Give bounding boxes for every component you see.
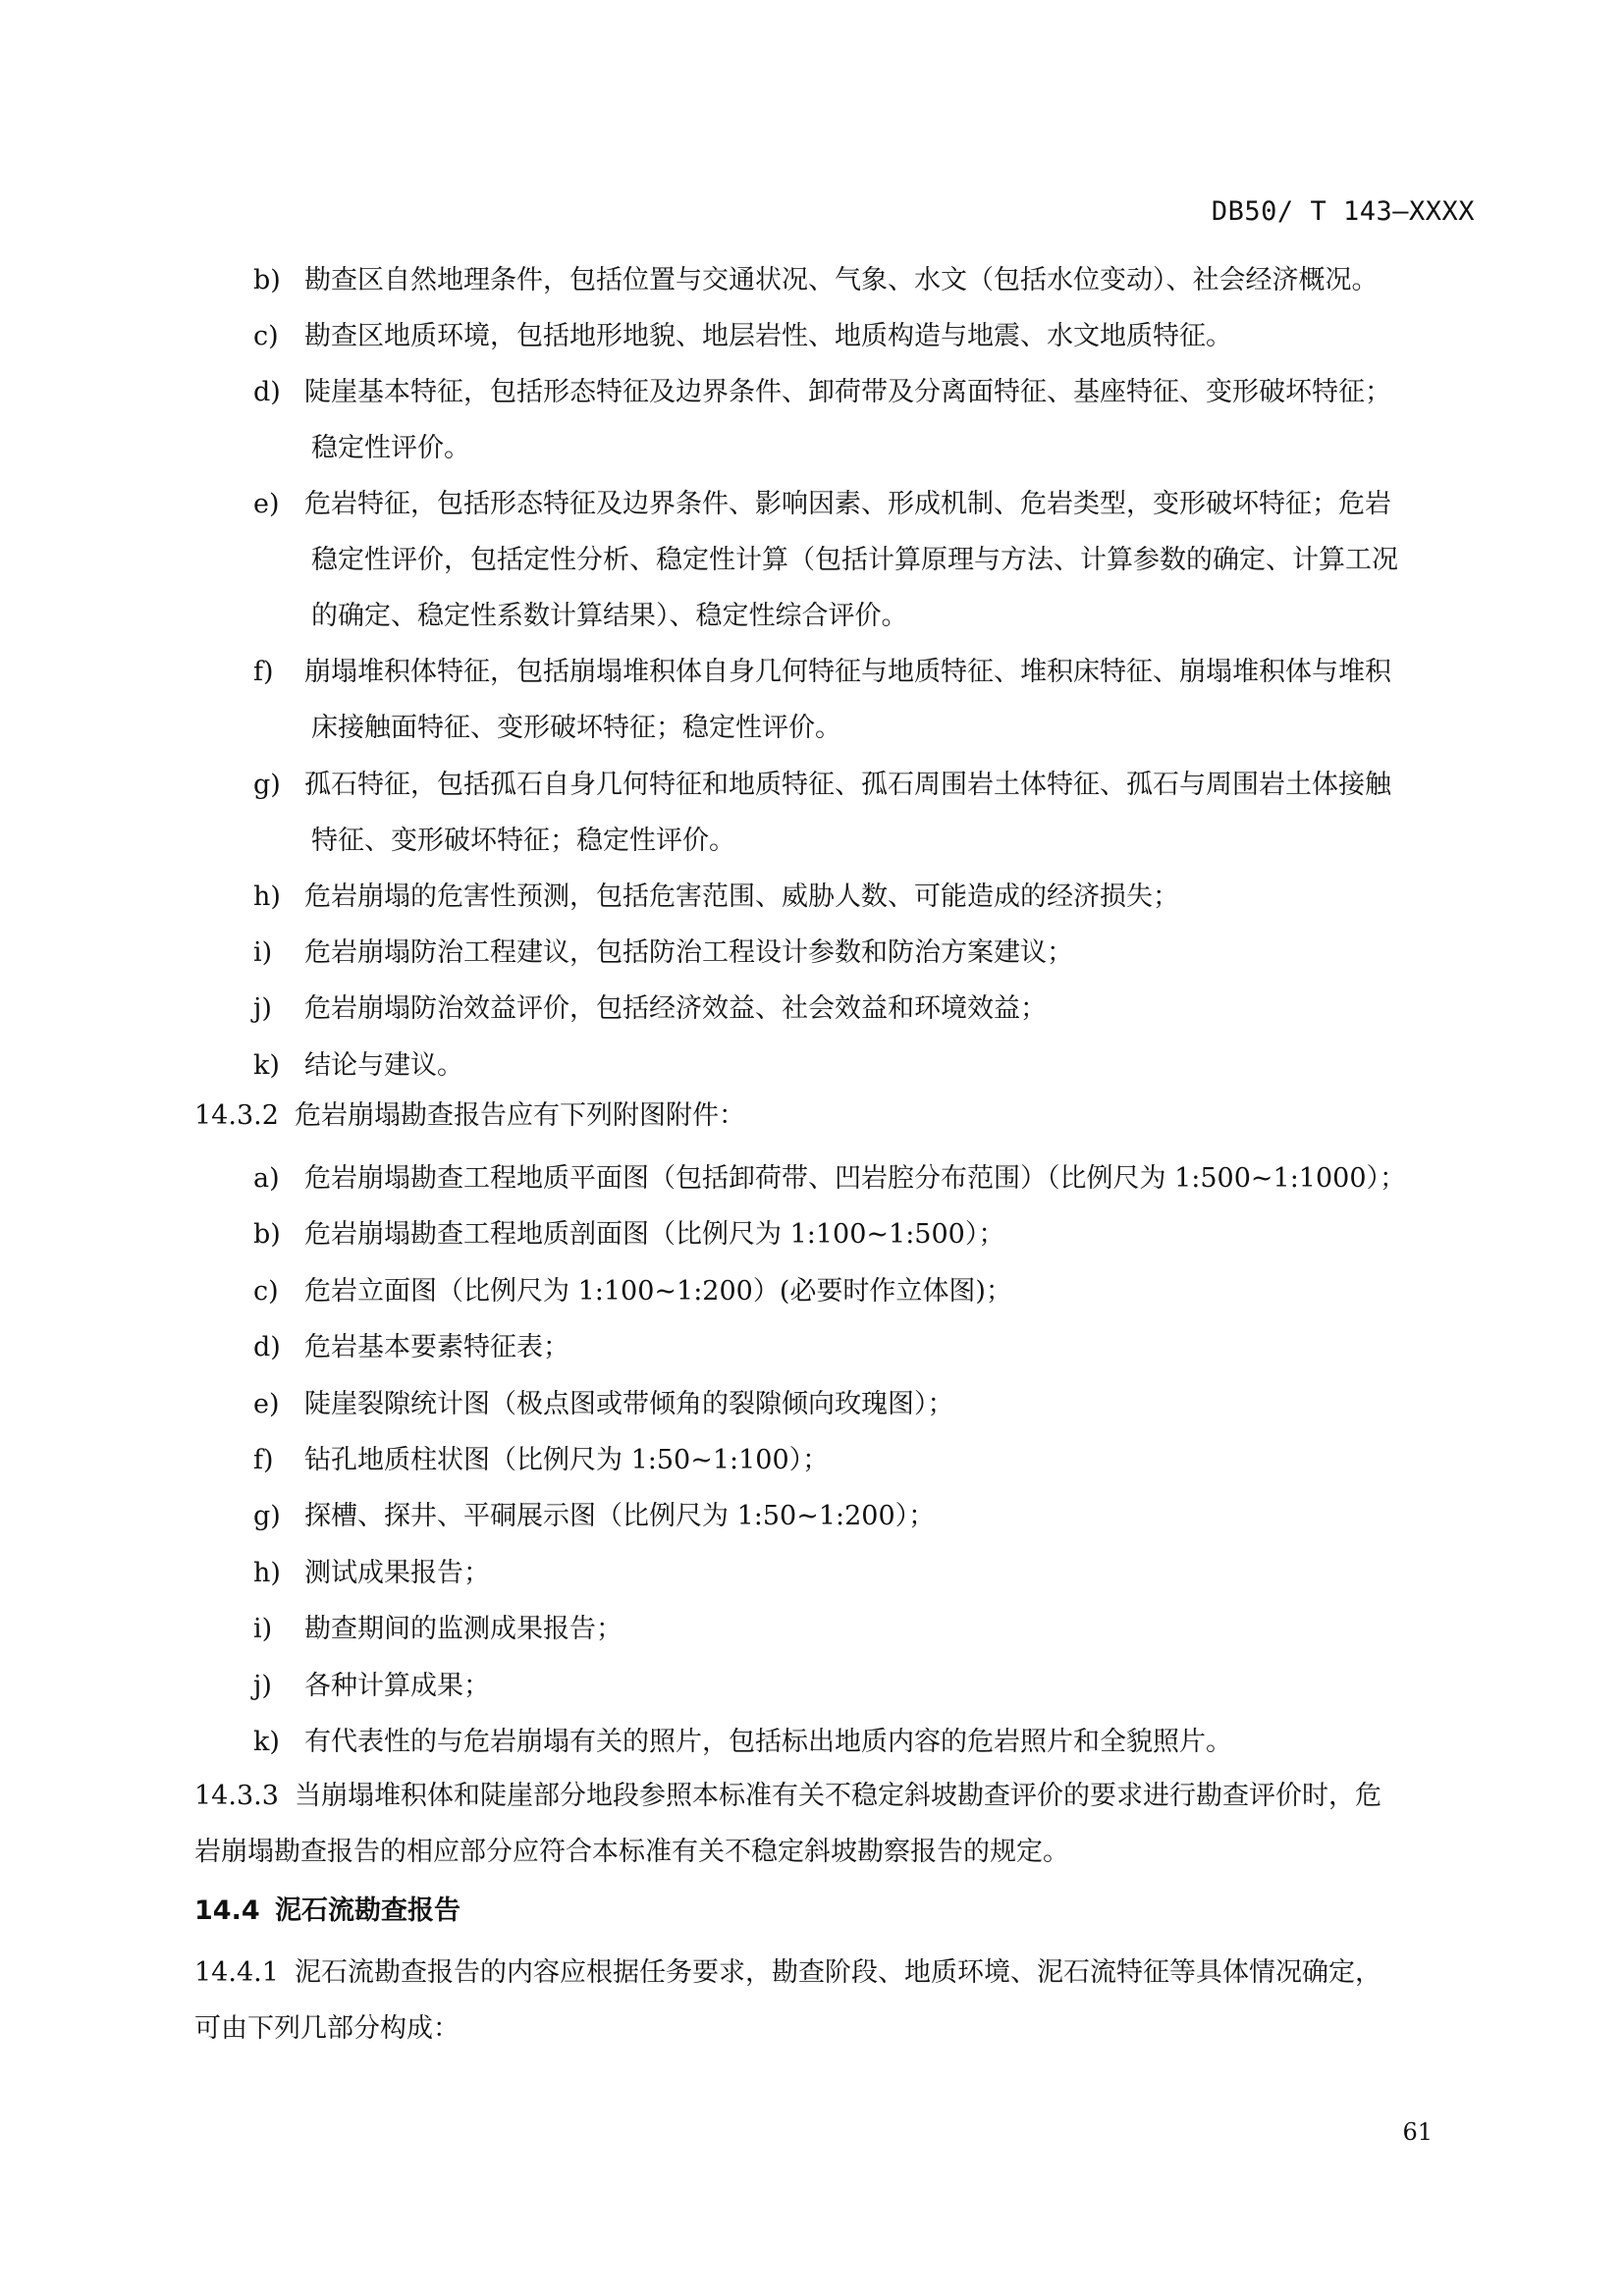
list-marker: j) — [253, 1671, 272, 1701]
list-item-text: 陡崖裂隙统计图（极点图或带倾角的裂隙倾向玫瑰图）； — [304, 1389, 954, 1419]
list-item — [253, 989, 1047, 1029]
list-marker: d) — [253, 377, 281, 407]
clause-14-4-1-continued: 可由下列几部分构成： — [194, 2013, 460, 2044]
list-item — [253, 1667, 490, 1706]
list-marker: b) — [253, 1219, 281, 1250]
list-item — [253, 1554, 490, 1593]
list-item — [253, 1723, 1232, 1762]
list-marker: c) — [253, 1276, 279, 1307]
list-item-text: 勘查期间的监测成果报告； — [304, 1614, 623, 1644]
list-item — [253, 317, 1232, 356]
clause-text-line-1: 当崩塌堆积体和陡崖部分地段参照本标准有关不稳定斜坡勘查评价的要求进行勘查评价时，危 — [295, 1781, 1381, 1811]
list-item-text: 有代表性的与危岩崩塌有关的照片，包括标出地质内容的危岩照片和全貌照片。 — [304, 1727, 1232, 1757]
clause-number: 14.3.2 — [194, 1100, 279, 1131]
clause-14-4-1 — [194, 1953, 1381, 1993]
list-item — [253, 1385, 954, 1424]
section-number: 14.4 — [194, 1896, 260, 1926]
list-item — [253, 1159, 1406, 1199]
clause-14-3-2 — [194, 1096, 745, 1136]
list-item-text: 探槽、探井、平硐展示图（比例尺为 1:50~1:200）； — [304, 1501, 936, 1531]
list-item-text: 危岩崩塌防治效益评价，包括经济效益、社会效益和环境效益； — [304, 993, 1047, 1024]
list-marker: g) — [253, 770, 281, 800]
list-marker: h) — [253, 1558, 281, 1588]
list-item-text: 各种计算成果； — [304, 1671, 490, 1701]
list-marker: h) — [253, 881, 281, 912]
list-item-text: 勘查区自然地理条件，包括位置与交通状况、气象、水文（包括水位变动）、社会经济概况。 — [304, 265, 1379, 295]
clause-text: 危岩崩塌勘查报告应有下列附图附件： — [295, 1100, 745, 1131]
doc-code-header: DB50/ T 143—XXXX — [1211, 196, 1475, 227]
list-item — [253, 1497, 935, 1536]
list-marker: g) — [253, 1501, 281, 1531]
list-item-text: 危岩基本要素特征表； — [304, 1332, 569, 1362]
list-item-continuation: 稳定性评价。 — [311, 433, 470, 463]
list-item-text: 崩塌堆积体特征，包括崩塌堆积体自身几何特征与地质特征、堆积床特征、崩塌堆积体与堆积 — [304, 657, 1391, 687]
list-item — [253, 373, 1391, 412]
list-item — [253, 485, 1391, 524]
list-marker: e) — [253, 489, 280, 519]
list-marker: i) — [253, 1614, 273, 1644]
list-item-text: 结论与建议。 — [304, 1050, 463, 1081]
list-marker: i) — [253, 937, 273, 968]
list-item-text: 勘查区地质环境，包括地形地貌、地层岩性、地质构造与地震、水文地质特征。 — [304, 321, 1232, 351]
clause-number: 14.3.3 — [194, 1781, 279, 1811]
list-item — [253, 1215, 1004, 1255]
clause-text-line-1: 泥石流勘查报告的内容应根据任务要求，勘查阶段、地质环境、泥石流特征等具体情况确定， — [295, 1957, 1381, 1988]
list-item-text: 危岩崩塌勘查工程地质剖面图（比例尺为 1:100~1:500）； — [304, 1219, 1005, 1250]
clause-14-3-3 — [194, 1777, 1381, 1816]
list-item-text: 危岩崩塌的危害性预测，包括危害范围、威胁人数、可能造成的经济损失； — [304, 881, 1179, 912]
list-item — [253, 1328, 569, 1367]
list-marker: j) — [253, 993, 272, 1024]
list-item-text: 危岩特征，包括形态特征及边界条件、影响因素、形成机制、危岩类型，变形破坏特征；危岩 — [304, 489, 1391, 519]
list-item-text: 危岩崩塌勘查工程地质平面图（包括卸荷带、凹岩腔分布范围）（比例尺为 1:500~1:1000）； — [304, 1163, 1407, 1194]
clause-number: 14.4.1 — [194, 1957, 279, 1988]
list-item-continuation: 的确定、稳定性系数计算结果）、稳定性综合评价。 — [311, 601, 908, 631]
list-item — [253, 1046, 463, 1086]
list-marker: a) — [253, 1163, 280, 1194]
list-item-text: 危岩立面图（比例尺为 1:100~1:200）(必要时作立体图)； — [304, 1276, 1012, 1307]
list-marker: k) — [253, 1050, 280, 1081]
list-marker: f) — [253, 657, 274, 687]
section-14-4-heading — [194, 1892, 460, 1931]
list-item — [253, 1441, 829, 1480]
list-item — [253, 878, 1179, 917]
list-item-continuation: 特征、变形破坏特征；稳定性评价。 — [311, 826, 735, 856]
list-item-text: 钻孔地质柱状图（比例尺为 1:50~1:100）； — [304, 1445, 830, 1475]
clause-14-3-3-continued: 岩崩塌勘查报告的相应部分应符合本标准有关不稳定斜坡勘察报告的规定。 — [194, 1837, 1069, 1867]
list-item-continuation: 稳定性评价，包括定性分析、稳定性计算（包括计算原理与方法、计算参数的确定、计算工况 — [311, 545, 1398, 575]
list-item-continuation: 床接触面特征、变形破坏特征；稳定性评价。 — [311, 713, 841, 743]
list-marker: b) — [253, 265, 281, 295]
list-marker: c) — [253, 321, 279, 351]
list-item — [253, 1272, 1012, 1311]
list-marker: d) — [253, 1332, 281, 1362]
list-item-text: 测试成果报告； — [304, 1558, 490, 1588]
list-item — [253, 766, 1391, 805]
list-item — [253, 653, 1391, 692]
list-item — [253, 261, 1379, 300]
list-marker: e) — [253, 1389, 280, 1419]
list-marker: f) — [253, 1445, 274, 1475]
page-number: 61 — [1402, 2118, 1433, 2146]
list-marker: k) — [253, 1727, 280, 1757]
list-item-text: 危岩崩塌防治工程建议，包括防治工程设计参数和防治方案建议； — [304, 937, 1073, 968]
list-item — [253, 1610, 623, 1649]
list-item-text: 陡崖基本特征，包括形态特征及边界条件、卸荷带及分离面特征、基座特征、变形破坏特征； — [304, 377, 1391, 407]
list-item — [253, 934, 1073, 973]
list-item-text: 孤石特征，包括孤石自身几何特征和地质特征、孤石周围岩土体特征、孤石与周围岩土体接触 — [304, 770, 1391, 800]
section-title: 泥石流勘查报告 — [275, 1896, 460, 1926]
